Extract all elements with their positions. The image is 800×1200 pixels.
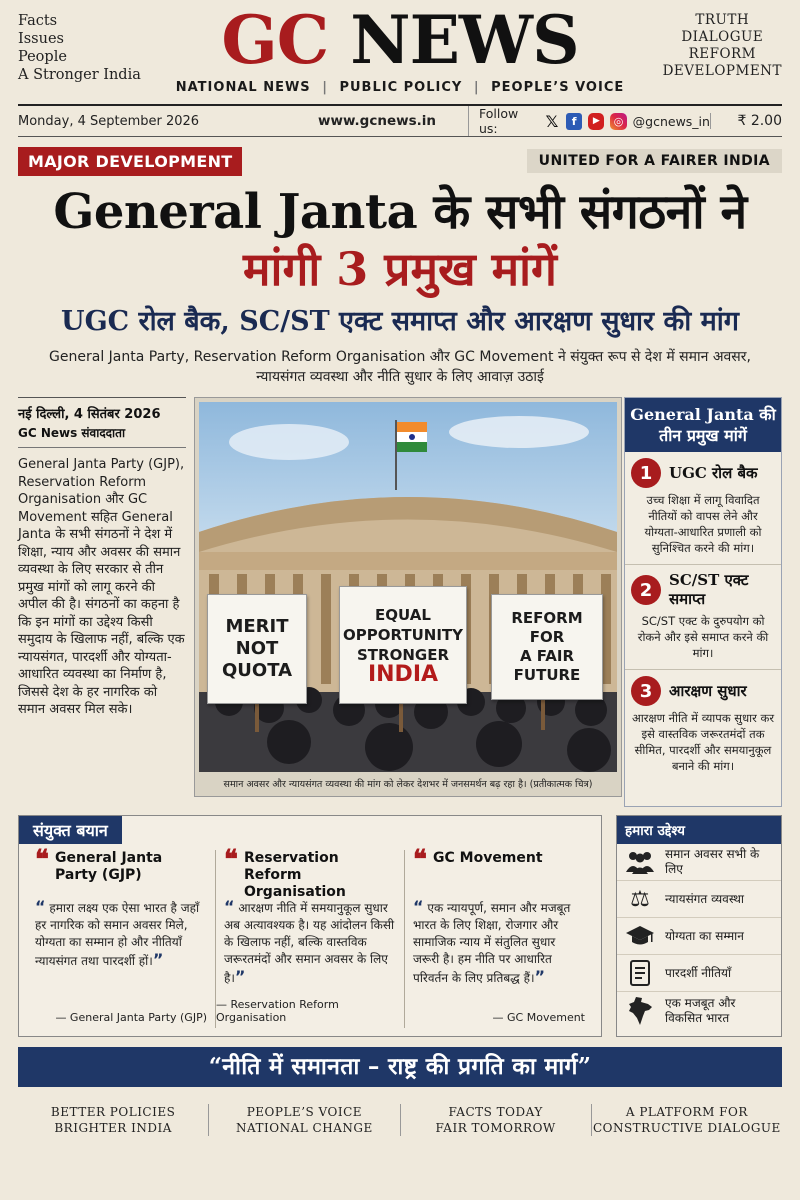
protest-photo [194, 397, 622, 797]
purpose-label: योग्यता का सम्मान [665, 928, 744, 943]
purpose-item [617, 918, 781, 955]
joint-statement-section [18, 815, 782, 1037]
quote-body: आरक्षण नीति में समयानुकूल सुधार अब अत्यावश्यक है। यह आंदोलन किसी के खिलाफ नहीं, बल्कि वास्तविक जरूरतमंदों और समान अवसर के लिए है। [224, 901, 395, 985]
quote-body: एक न्यायपूर्ण, समान और मजबूत भारत के लिए शिक्षा, रोजगार और सामाजिक न्याय में संतुलित सुधार जरूरी है। हम नीति पर आधारित परिवर्तन के लिए प्रतिबद्ध हैं। [413, 901, 571, 985]
purpose-item [617, 881, 781, 918]
subheadline: UGC रोल बैक, SC/ST एक्ट समाप्त और आरक्षण सुधार की मांग [61, 306, 739, 337]
document-icon [623, 958, 657, 988]
quote-text: “ हमारा लक्ष्य एक ऐसा भारत है जहाँ हर नागरिक को समान अवसर मिले, योग्यता का सम्मान हो और नीतियाँ न्यायसंगत तथा पारदर्शी हों।” [35, 897, 200, 969]
sign-text: MERIT [225, 616, 289, 637]
demand-title: SC/ST एक्ट समाप्त [669, 571, 749, 608]
purpose-title: हमारा उद्देश्य [617, 816, 781, 844]
sign-text: QUOTA [221, 660, 293, 681]
sign-text: A FAIR [519, 647, 575, 665]
section-nav [18, 80, 782, 95]
quote-org: GC Movement [433, 850, 543, 866]
section-link[interactable]: PEOPLE’S VOICE [491, 80, 625, 95]
photo-caption: समान अवसर और न्यायसंगत व्यवस्था की मांग को लेकर देशभर में जनसमर्थन बढ़ रहा है। (प्रतीकात्मक चित्र) [223, 779, 593, 790]
headline-line-2: मांगी 3 प्रमुख मांगें [243, 242, 557, 296]
tagline-line: Issues [18, 31, 64, 47]
graduation-cap-icon [623, 921, 657, 951]
footer-tagline [18, 1104, 208, 1136]
quote-org: Reservation Reform Organisation [244, 850, 346, 900]
footer-line: PEOPLE’S VOICE [246, 1105, 363, 1119]
separator: | [473, 80, 480, 95]
price: ₹ 2.00 [710, 113, 782, 129]
sign-text: EQUAL [375, 606, 431, 624]
quote-icon: ❝ [413, 845, 427, 875]
masthead-right-tagline [663, 12, 782, 80]
section-link[interactable]: NATIONAL NEWS [175, 80, 311, 95]
facebook-icon[interactable]: f [566, 113, 582, 130]
quote-text: “ एक न्यायपूर्ण, समान और मजबूत भारत के लिए शिक्षा, रोजगार और सामाजिक न्याय में संतुलित सुधार जरूरी है। हम नीति पर आधारित परिवर्तन के लिए प्रतिबद्ध हैं।” [413, 897, 571, 986]
sign-text: STRONGER [357, 646, 449, 664]
demand-title: आरक्षण सुधार [669, 681, 747, 700]
footer-line: A PLATFORM FOR [625, 1105, 748, 1119]
joint-statement-title: संयुक्त बयान [19, 816, 122, 844]
purpose-label: पारदर्शी नीतियाँ [665, 965, 732, 980]
scales-icon: ⚖ [630, 886, 650, 912]
protest-sign-equal-opportunity [339, 586, 467, 704]
footer-line: NATIONAL CHANGE [236, 1121, 373, 1135]
footer-line: FACTS TODAY [448, 1105, 543, 1119]
headline-line-1: General Janta के सभी संगठनों ने [53, 184, 747, 240]
masthead [18, 0, 782, 104]
x-icon[interactable]: 𝕏 [545, 111, 559, 131]
headline-tags [18, 147, 782, 181]
value-line: REFORM [688, 46, 757, 62]
value-line: DIALOGUE [681, 29, 764, 45]
sign-text: REFORM [511, 609, 583, 627]
demand-item [625, 670, 781, 782]
instagram-icon[interactable]: ◎ [610, 113, 626, 130]
quote-rro [215, 845, 404, 1028]
demands-title: General Janta की तीन प्रमुख मांगें [625, 398, 781, 452]
quote-org: General Janta Party (GJP) [55, 850, 163, 883]
joint-statement-box [18, 815, 602, 1037]
purpose-label: समान अवसर सभी के लिए [665, 847, 760, 876]
website-link[interactable]: www.gcnews.in [318, 113, 436, 129]
demands-box [624, 397, 782, 807]
sign-text: OPPORTUNITY [342, 626, 463, 644]
protest-sign-reform [491, 594, 603, 700]
dateline-place: नई दिल्ली, 4 सितंबर 2026 [18, 407, 161, 422]
demand-item [625, 452, 781, 565]
purpose-item [617, 844, 781, 881]
main-story [18, 397, 782, 807]
lede: General Janta Party, Reservation Reform Organisation और GC Movement ने संयुक्त रूप से देश में समान अवसर, न्यायसंगत व्यवस्था और नीति सुधार के लिए आवाज़ उठाई [49, 349, 751, 385]
footer-tagline [208, 1104, 399, 1136]
tagline-line: A Stronger India [18, 67, 141, 83]
quote-signature: — General Janta Party (GJP) [55, 1011, 207, 1024]
demand-title: UGC रोल बैक [669, 463, 758, 482]
purpose-label: न्यायसंगत व्यवस्था [665, 891, 745, 906]
issue-date: Monday, 4 September 2026 [18, 113, 200, 129]
quote-gc-movement [404, 845, 593, 1028]
logo-news: NEWS [350, 1, 579, 79]
protest-sign-merit [207, 594, 307, 704]
india-map-icon [623, 996, 657, 1026]
demand-description: उच्च शिक्षा में लागू विवादित नीतियों को वापस लेने और योग्यता-आधारित प्रणाली को सुनिश्चित करने की मांग। [644, 493, 762, 555]
unity-tagline: UNITED FOR A FAIRER INDIA [527, 149, 782, 173]
sign-text: FOR [529, 628, 565, 646]
story-body: General Janta Party (GJP), Reservation Reform Organisation और GC Movement सहित General Janta के सभी संगठनों ने देश में शिक्षा, न्याय और अवसर की समान व्यवस्था के लिए सरकार से तीन प्रमुख मांगों को लागू करने की अपील की है। संगठनों का कहना है कि इन मांगों का उद्देश्य किसी समुदाय के खिलाफ नहीं, बल्कि एक न्यायसंगत, पारदर्शी और योग्यता-आधारित व्यवस्था का निर्माण है, जिससे देश के हर नागरिक को समान अवसर मिल सके। [18, 457, 185, 717]
social-handle[interactable]: @gcnews_in [632, 113, 710, 129]
sign-text-india: INDIA [367, 662, 439, 687]
tagline-line: Facts [18, 13, 58, 29]
social-follow [468, 106, 710, 136]
purpose-item [617, 992, 781, 1029]
sign-text: FUTURE [513, 666, 581, 684]
footer-taglines [18, 1093, 782, 1147]
quote-signature: — GC Movement [492, 1011, 585, 1024]
demand-description: आरक्षण नीति में व्यापक सुधार कर इसे वास्तविक जरूरतमंदों तक सीमित, पारदर्शी और समयानुकूल बनाने की मांग। [631, 711, 775, 773]
demand-description: SC/ST एक्ट के दुरुपयोग को रोकने और इसे समाप्त करने की मांग। [637, 614, 769, 660]
footer-tagline [591, 1104, 782, 1136]
quote-icon: ❝ [35, 845, 49, 875]
footer-tagline [400, 1104, 591, 1136]
separator: | [322, 80, 328, 95]
quote-text: “ आरक्षण नीति में समयानुकूल सुधार अब अत्यावश्यक है। यह आंदोलन किसी के खिलाफ नहीं, बल्कि वास्तविक जरूरतमंदों और समान अवसर के लिए है।” [224, 897, 395, 986]
demand-item [625, 565, 781, 670]
follow-label: Follow us: [479, 106, 519, 136]
sign-text: NOT [235, 638, 279, 659]
quote-signature: — Reservation Reform Organisation [216, 998, 339, 1024]
slogan-banner: “नीति में समानता – राष्ट्र की प्रगति का मार्ग” [18, 1047, 782, 1087]
footer-line: FAIR TOMORROW [435, 1121, 556, 1135]
major-development-badge: MAJOR DEVELOPMENT [18, 147, 242, 176]
purpose-item [617, 955, 781, 992]
our-purpose-box [616, 815, 782, 1037]
story-column [18, 397, 186, 719]
demand-number: 2 [631, 575, 661, 605]
quote-body: हमारा लक्ष्य एक ऐसा भारत है जहाँ हर नागरिक को समान अवसर मिले, योग्यता का सम्मान हो और नीतियाँ न्यायसंगत तथा पारदर्शी हों। [35, 901, 200, 968]
people-icon [623, 847, 657, 877]
purpose-label: एक मजबूत और विकसित भारत [665, 995, 736, 1025]
footer-line: BETTER POLICIES [50, 1105, 176, 1119]
footer-line: CONSTRUCTIVE DIALOGUE [592, 1121, 781, 1135]
quote-gjp [27, 845, 215, 1028]
byline: GC News संवाददाता [18, 424, 186, 448]
quote-icon: ❝ [224, 845, 238, 875]
quote-list [27, 845, 593, 1028]
divider [18, 136, 782, 137]
value-line: DEVELOPMENT [662, 63, 782, 79]
demand-number: 1 [631, 458, 661, 488]
footer-line: BRIGHTER INDIA [54, 1121, 172, 1135]
section-link[interactable]: PUBLIC POLICY [339, 80, 463, 95]
parliament-illustration [199, 402, 617, 772]
youtube-icon[interactable]: ▶ [588, 113, 604, 130]
logo-gc: GC [221, 1, 329, 79]
dateline-bar [18, 106, 782, 136]
tagline-line: People [18, 49, 67, 65]
value-line: TRUTH [695, 12, 750, 28]
demand-number: 3 [631, 676, 661, 706]
